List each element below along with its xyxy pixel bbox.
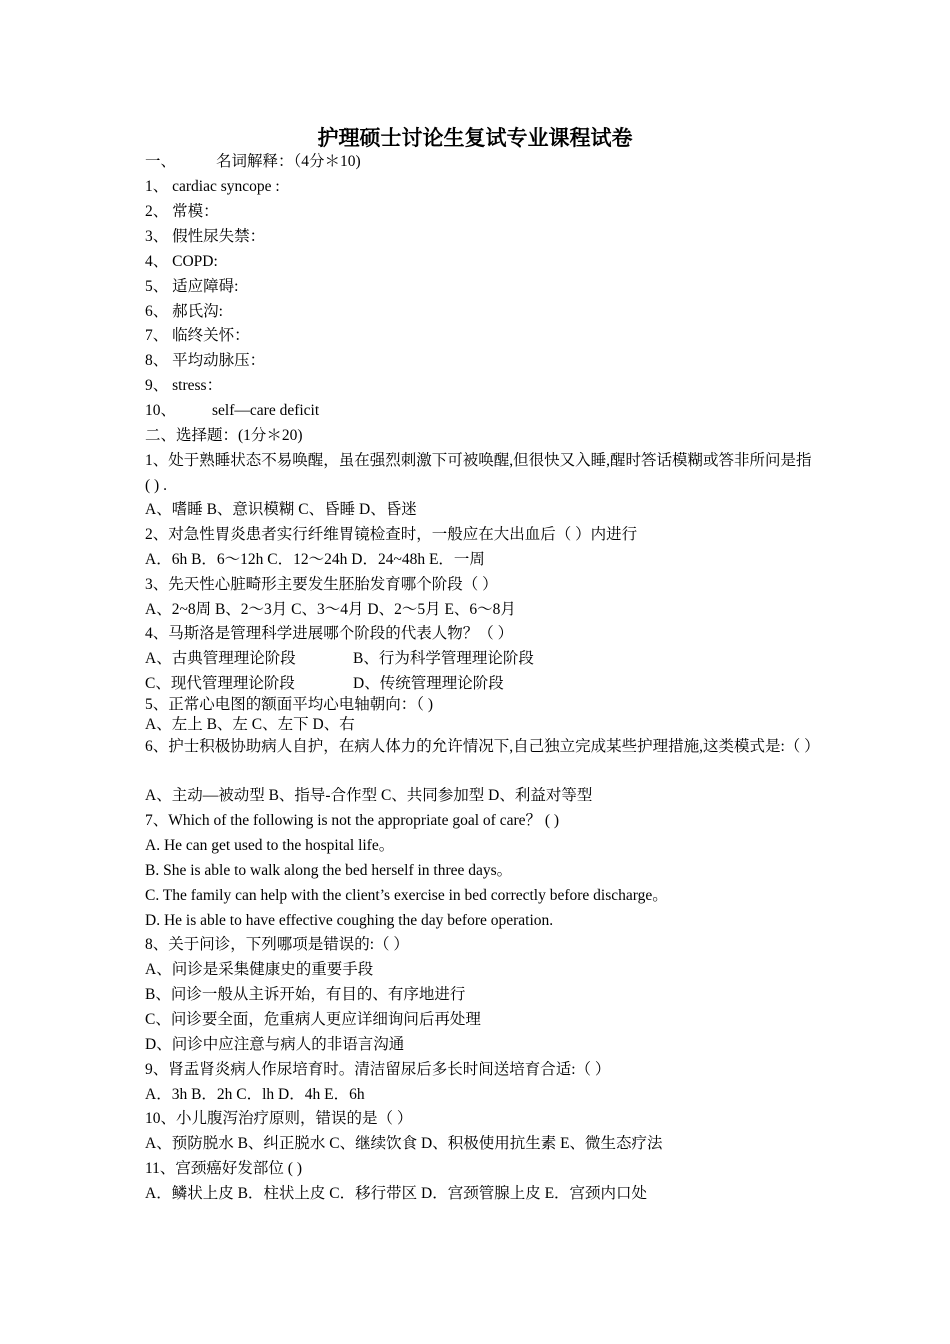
question-11-text: 11、宫颈癌好发部位 ( )	[145, 1160, 302, 1177]
question-4-option-b: B、行为科学管理理论阶段	[353, 650, 534, 667]
question-4-option-a: A、古典管理理论阶段	[145, 650, 296, 667]
term-item-6: 6、 郝氏沟:	[145, 303, 223, 320]
term-item-10	[145, 401, 319, 421]
question-5-text: 5、正常心电图的额面平均心电轴朝向：（ )	[145, 696, 434, 713]
term-item-7: 7、 临终关怀：	[145, 327, 250, 344]
question-8-option-a: A、问诊是采集健康史的重要手段	[145, 961, 374, 978]
question-2-text: 2、对急性胃炎患者实行纤维胃镜检查时，一般应在大出血后（ ）内进行	[145, 526, 638, 543]
question-9-options: A．3h B．2h C．lh D．4h E．6h	[145, 1086, 365, 1103]
question-8-option-d: D、问诊中应注意与病人的非语言沟通	[145, 1036, 405, 1053]
question-11-options: A．鳞状上皮 B．柱状上皮 C．移行带区 D．宫颈管腺上皮 E．宫颈内口处	[145, 1185, 648, 1202]
question-9-text: 9、肾盂肾炎病人作尿培育时。清洁留尿后多长时间送培育合适:（ ）	[145, 1061, 611, 1078]
page-title: 护理硕士讨论生复试专业课程试卷	[317, 126, 633, 150]
section1-heading-line	[145, 152, 361, 172]
section1-number: 一、	[145, 153, 177, 170]
question-3-text: 3、先天性心脏畸形主要发生胚胎发育哪个阶段（ ）	[145, 576, 498, 593]
question-10-options: A、预防脱水 B、纠正脱水 C、继续饮食 D、积极使用抗生素 E、微生态疗法	[145, 1135, 663, 1152]
term-item-8: 8、 平均动脉压：	[145, 352, 266, 369]
question-7-option-c: C. The family can help with the client’s exercise in bed correctly before discharge。	[145, 887, 668, 904]
term-item-10-text: self—care deficit	[212, 402, 320, 419]
question-7-option-a: A. He can get used to the hospital life。	[145, 837, 395, 854]
term-item-10-number: 10、	[145, 402, 177, 419]
section1-heading: 名词解释：（4分＊10)	[216, 153, 361, 170]
question-5-options: A、左上 B、左 C、左下 D、右	[145, 716, 355, 733]
question-3-options: A、2~8周 B、2～3月 C、3～4月 D、2～5月 E、6～8月	[145, 601, 516, 618]
question-1-text: 1、处于熟睡状态不易唤醒，虽在强烈刺激下可被唤醒,但很快又入睡,醒时答话模糊或答非所问是指( ) .	[145, 452, 812, 494]
question-7-option-d: D. He is able to have effective coughing the day before operation.	[145, 912, 554, 929]
question-4-text: 4、马斯洛是管理科学进展哪个阶段的代表人物？（ ）	[145, 625, 514, 642]
question-8-option-c: C、问诊要全面，危重病人更应详细询问后再处理	[145, 1011, 481, 1028]
question-1-options: A、嗜睡 B、意识模糊 C、昏睡 D、昏迷	[145, 501, 417, 518]
question-6-options: A、主动—被动型 B、指导-合作型 C、共同参加型 D、利益对等型	[145, 787, 593, 804]
question-4-option-c: C、现代管理理论阶段	[145, 675, 295, 692]
term-item-9: 9、 stress：	[145, 377, 223, 394]
question-7-option-b: B. She is able to walk along the bed herself in three days。	[145, 862, 513, 879]
section2-heading: 二、选择题：(1分＊20)	[145, 427, 303, 444]
question-8-text: 8、关于问诊，下列哪项是错误的:（ ）	[145, 936, 409, 953]
question-10-text: 10、小儿腹泻治疗原则，错误的是（ ）	[145, 1110, 413, 1127]
question-8-option-b: B、问诊一般从主诉开始，有目的、有序地进行	[145, 986, 466, 1003]
term-item-2: 2、 常模：	[145, 203, 219, 220]
term-item-4: 4、 COPD:	[145, 253, 218, 270]
question-7-text: 7、Which of the following is not the appropriate goal of care？ ( )	[145, 812, 560, 829]
term-item-5: 5、 适应障碍:	[145, 278, 239, 295]
question-4-option-d: D、传统管理理论阶段	[353, 675, 504, 692]
question-6-text: 6、护士积极协助病人自护，在病人体力的允许情况下,自己独立完成某些护理措施,这类模式是:（ ）	[145, 738, 820, 755]
term-item-1: 1、 cardiac syncope :	[145, 178, 280, 195]
question-2-options: A．6h B．6～12h C．12～24h D．24~48h E．一周	[145, 551, 485, 568]
term-item-3: 3、 假性尿失禁：	[145, 228, 266, 245]
